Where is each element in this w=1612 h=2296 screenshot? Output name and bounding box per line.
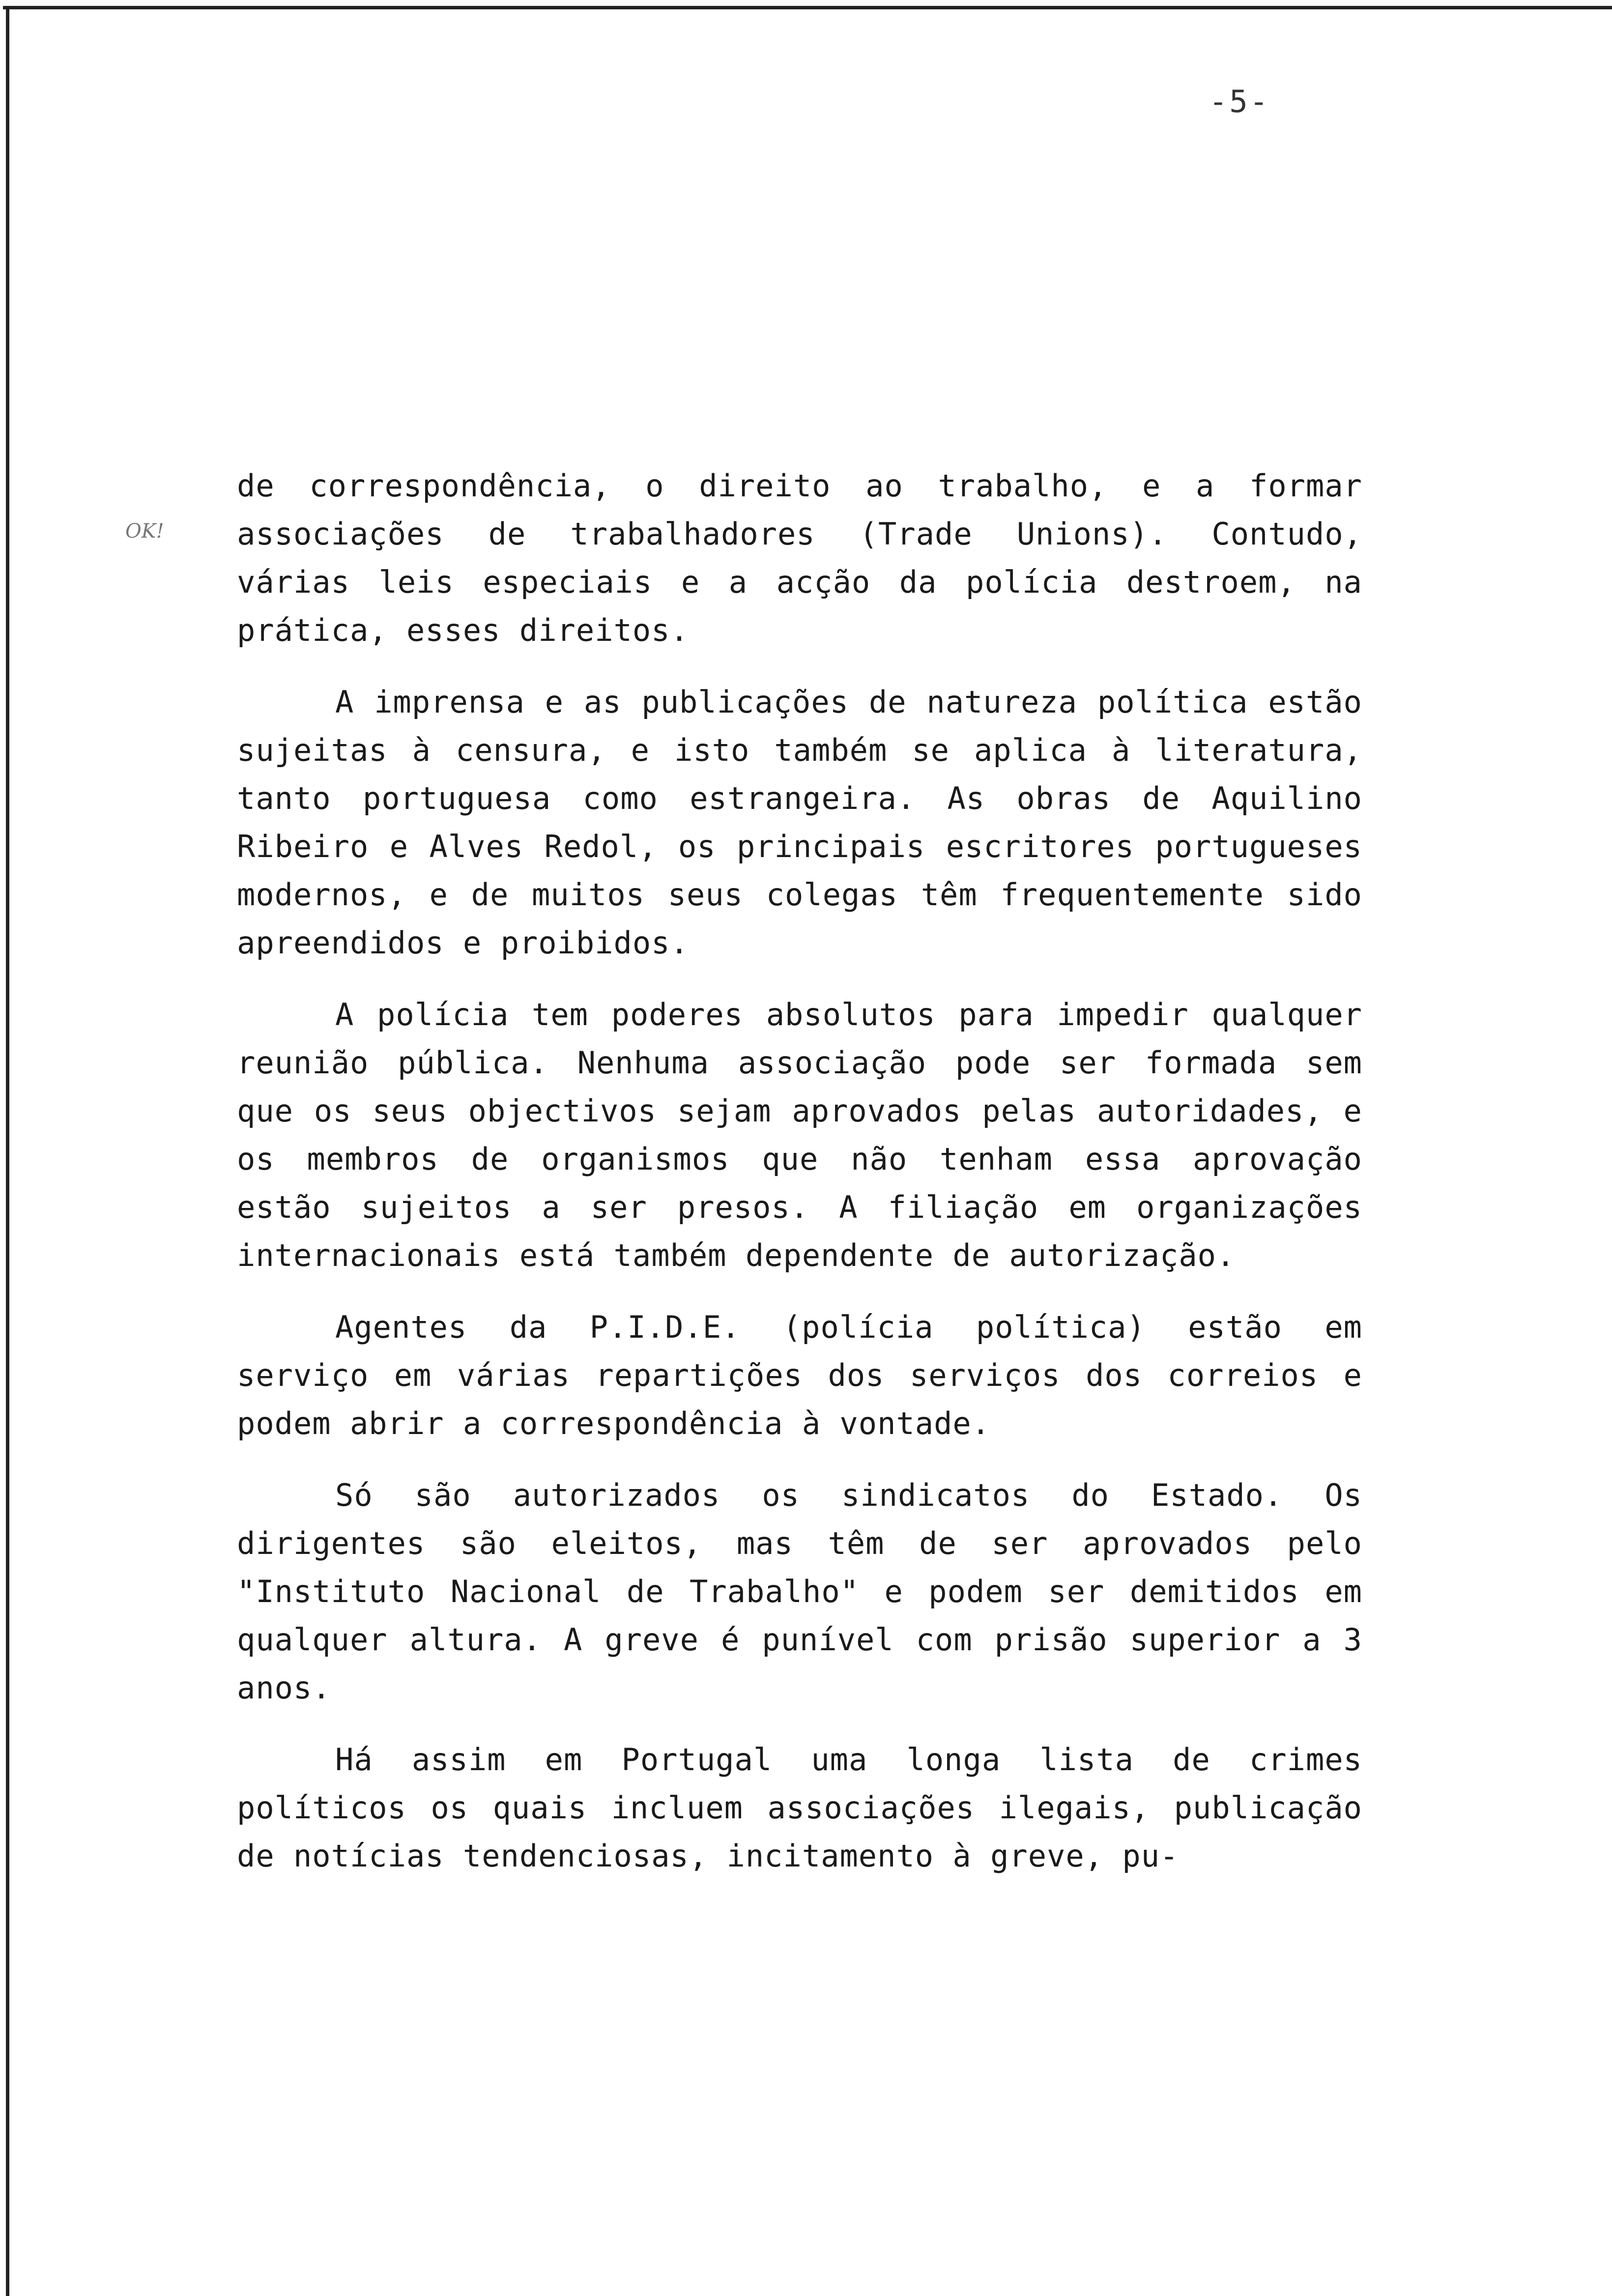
scan-edge-left <box>6 6 9 2296</box>
paragraph-6: Há assim em Portugal uma longa lista de crimes políticos os quais incluem associações ilegais, publicação de notícias tendenciosas, incitamento à greve, pu- <box>237 1742 1362 1874</box>
margin-note: OK! <box>125 520 164 543</box>
paragraph-2: A imprensa e as publicações de natureza política estão sujeitas à censura, e isto também se aplica à literatura, tanto portuguesa como estrangeira. As obras de Aquilino Ribeiro e Alves Redol, os principais escritores portugueses modernos, e de muitos seus colegas têm frequentemente sido apreendidos e proibidos. <box>237 684 1362 961</box>
paragraph-3: A polícia tem poderes absolutos para impedir qualquer reunião pública. Nenhuma associação pode ser formada sem que os seus objectivos sejam aprovados pelas autoridades, e os membros de organismos que não tenham essa aprovação estão sujeitos a ser presos. A filiação em organizações internacionais está também dependente de autorização. <box>237 997 1362 1273</box>
body-text <box>237 462 1362 1904</box>
paragraph-1: de correspondência, o direito ao trabalho, e a formar associações de trabalhadores (Trade Unions). Contudo, várias leis especiais e a acção da polícia destroem, na prática, esses direitos. <box>237 468 1362 648</box>
scan-edge-top <box>3 6 1612 9</box>
page-number: -5- <box>1209 84 1270 119</box>
paragraph-5: Só são autorizados os sindicatos do Estado. Os dirigentes são eleitos, mas têm de ser aprovados pelo "Instituto Nacional de Trabalho" e podem ser demitidos em qualquer altura. A greve é punível com prisão superior a 3 anos. <box>237 1477 1362 1706</box>
paragraph-4: Agentes da P.I.D.E. (polícia política) estão em serviço em várias repartições dos serviços dos correios e podem abrir a correspondência à vontade. <box>237 1309 1362 1441</box>
